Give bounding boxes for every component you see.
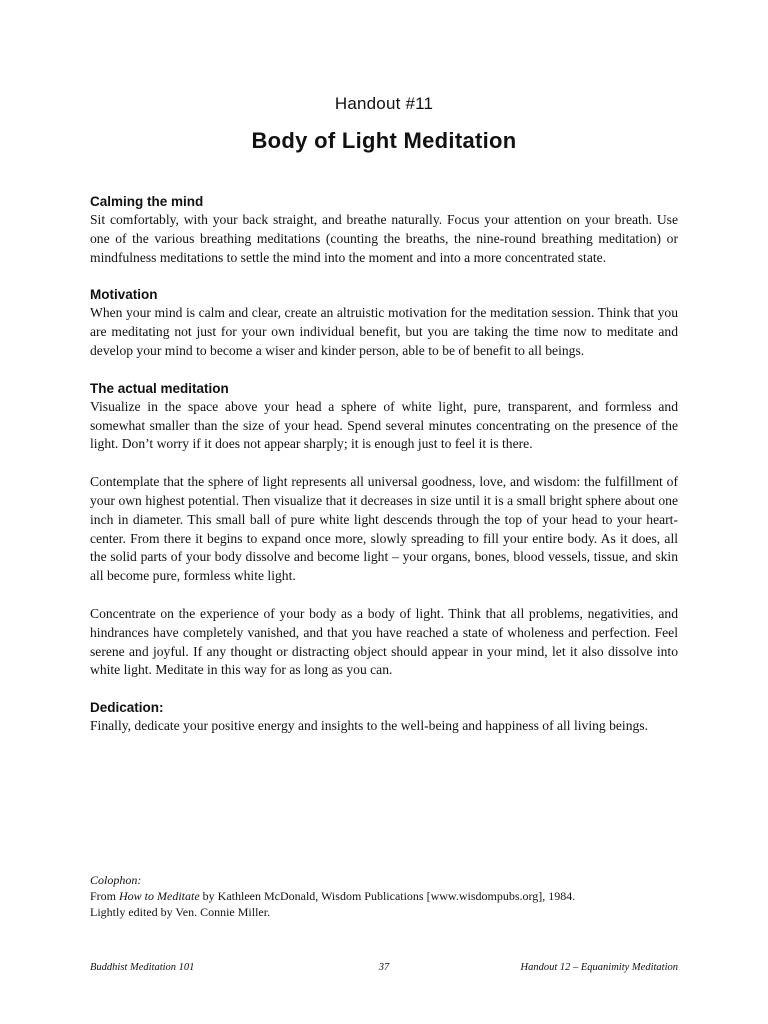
handout-number: Handout #11 [334,94,434,113]
footer-course: Buddhist Meditation 101 [90,962,195,973]
section-motivation [90,285,678,360]
document-body [90,192,678,754]
section-dedication [90,698,678,736]
paragraph: Concentrate on the experience of your body as a body of light. Think that all problems, negativities, and hindrances have completely vanished, and that you have reached a state of wholeness and perfection. Feel serene and joyful. If any thought or distracting object should appear in your mind, let it also dissolve into white light. Meditate in this way for as long as you can. [90,605,678,678]
colophon-from: From [90,889,120,903]
book-title: How to Meditate [119,889,200,903]
section-heading: Calming the mind [90,194,204,209]
colophon-edited: Lightly edited by Ven. Connie Miller. [90,905,271,919]
section-actual-meditation [90,379,678,680]
paragraph: Sit comfortably, with your back straight, and breathe naturally. Focus your attention on your breath. Use one of the various breathing meditations (counting the breaths, the nine-round breathing meditation) or mindfulness meditations to settle the mind into the moment and into a more concentrated state. [90,212,678,265]
section-calming [90,192,678,267]
page-title: Body of Light Meditation [251,128,517,153]
paragraph: When your mind is calm and clear, create an altruistic motivation for the meditation session. Think that you are meditating not just for your own individual benefit, but you are taking the time now to meditate and develop your mind to become a wiser and kinder person, able to be of benefit to all beings. [90,305,678,358]
page-number: 37 [378,962,390,973]
document-page [90,0,678,1024]
colophon-source [90,888,678,904]
footer-next-handout: Handout 12 – Equanimity Meditation [520,962,678,973]
colophon-publisher: by Kathleen McDonald, Wisdom Publications [www.wisdompubs.org], 1984. [199,889,576,903]
section-heading: Motivation [90,287,158,303]
colophon [90,872,678,920]
paragraph: Finally, dedicate your positive energy and insights to the well-being and happiness of all living beings. [90,718,648,734]
page-footer [90,962,678,978]
section-heading: Dedication: [90,700,164,716]
colophon-label: Colophon: [90,873,142,887]
paragraph: Visualize in the space above your head a sphere of white light, pure, transparent, and formless and somewhat smaller than the size of your head. Spend several minutes concentrating on the presence of the light. Don’t worry if it does not appear sharply; it is enough just to feel it is there. [90,398,678,452]
section-heading: The actual meditation [90,380,229,396]
paragraph: Contemplate that the sphere of light represents all universal goodness, love, and wisdom: the fulfillment of your own highest potential. Then visualize that it decreases in size until it is a small bright sphere about one inch in diameter. This small ball of pure white light descends through the top of your head to your heart-center. From there it begins to expand once more, slowly spreading to fill your entire body. As it does, all the solid parts of your body dissolve and become light – your organs, bones, blood vessels, tissue, and skin all become pure, formless white light. [90,474,678,584]
